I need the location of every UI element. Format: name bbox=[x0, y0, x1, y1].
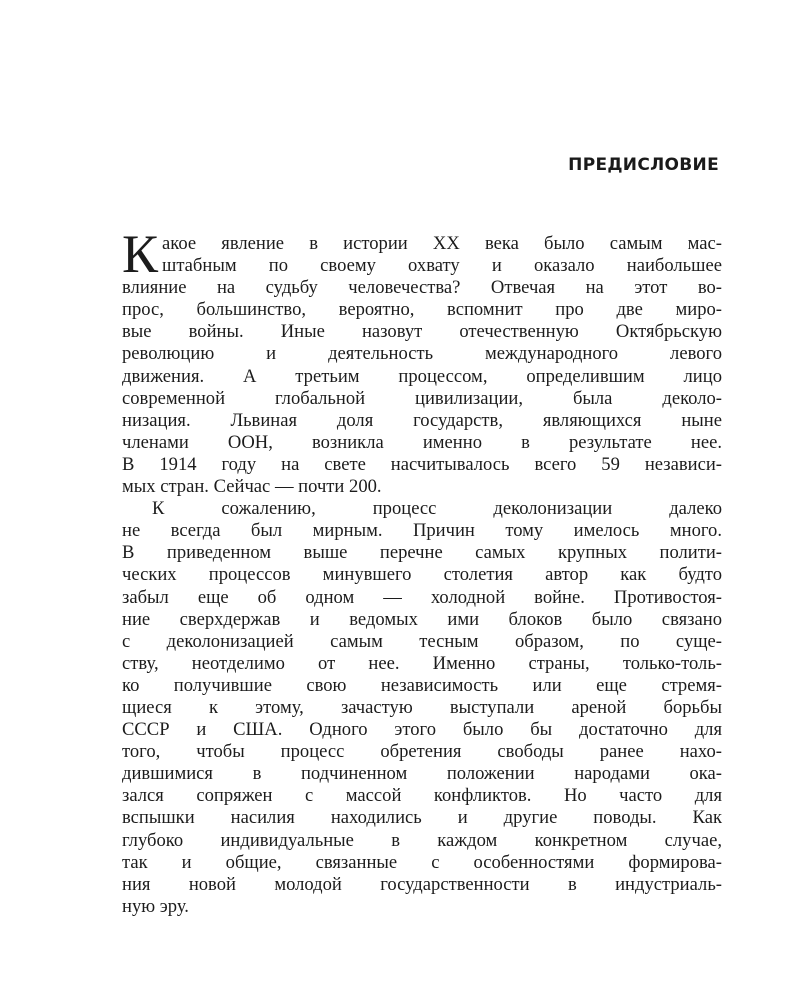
text-line: дившимися в подчиненном положении народами ока- bbox=[122, 763, 722, 785]
text-line: ную эру. bbox=[122, 895, 189, 917]
text-line-content: акое явление в истории XX века было самым мас- bbox=[162, 233, 722, 254]
text-line: низация. Львиная доля государств, являющихся ныне bbox=[122, 409, 722, 431]
text-line: так и общие, связанные с особенностями формирова- bbox=[122, 851, 722, 873]
text-line: ния новой молодой государственности в индустриаль- bbox=[122, 873, 722, 895]
text-line: революцию и деятельность международного левого bbox=[122, 343, 722, 365]
drop-cap: К bbox=[122, 224, 159, 284]
text-line: мых стран. Сейчас — почти 200. bbox=[122, 476, 382, 498]
text-line: ческих процессов минувшего столетия автор как будто bbox=[122, 564, 722, 586]
text-line: штабным по своему охвату и оказало наибольшее bbox=[162, 255, 722, 277]
text-line: зался сопряжен с массой конфликтов. Но часто для bbox=[122, 785, 722, 807]
text-line: К сожалению, процесс деколонизации далеко bbox=[152, 498, 722, 520]
text-line: вспышки насилия находились и другие поводы. Как bbox=[122, 807, 722, 829]
text-line: влияние на судьбу человечества? Отвечая на этот во- bbox=[122, 277, 722, 299]
text-line: В приведенном выше перечне самых крупных полити- bbox=[122, 542, 722, 564]
paragraph-2 bbox=[122, 498, 722, 918]
paragraph-1 bbox=[122, 224, 722, 498]
text-line: современной глобальной цивилизации, была деколо- bbox=[122, 387, 722, 409]
text-line: не всегда был мирным. Причин тому имелось много. bbox=[122, 520, 722, 542]
text-line: В 1914 году на свете насчитывалось всего 59 независи- bbox=[122, 453, 722, 475]
text-line: прос, большинство, вероятно, вспомнит про две миро- bbox=[122, 299, 722, 321]
text-line: ству, неотделимо от нее. Именно страны, только-толь- bbox=[122, 652, 722, 674]
text-line: щиеся к этому, зачастую выступали ареной борьбы bbox=[122, 696, 722, 718]
text-line: глубоко индивидуальные в каждом конкретном случае, bbox=[122, 829, 722, 851]
text-line: СССР и США. Одного этого было бы достаточно для bbox=[122, 719, 722, 741]
text-line: ко получившие свою независимость или еще стремя- bbox=[122, 674, 722, 696]
text-line: вые войны. Иные назовут отечественную Октябрьскую bbox=[122, 321, 722, 343]
chapter-heading: ПРЕДИСЛОВИЕ bbox=[568, 155, 719, 175]
text-line: движения. А третьим процессом, определившим лицо bbox=[122, 365, 722, 387]
text-line: забыл еще об одном — холодной войне. Противостоя- bbox=[122, 586, 722, 608]
text-line: ние сверхдержав и ведомых ими блоков было связано bbox=[122, 608, 722, 630]
text-line: с деколонизацией самым тесным образом, по суще- bbox=[122, 630, 722, 652]
text-line: членами ООН, возникла именно в результате нее. bbox=[122, 431, 722, 453]
text-line: того, чтобы процесс обретения свободы ранее нахо- bbox=[122, 741, 722, 763]
body-text bbox=[122, 224, 722, 918]
